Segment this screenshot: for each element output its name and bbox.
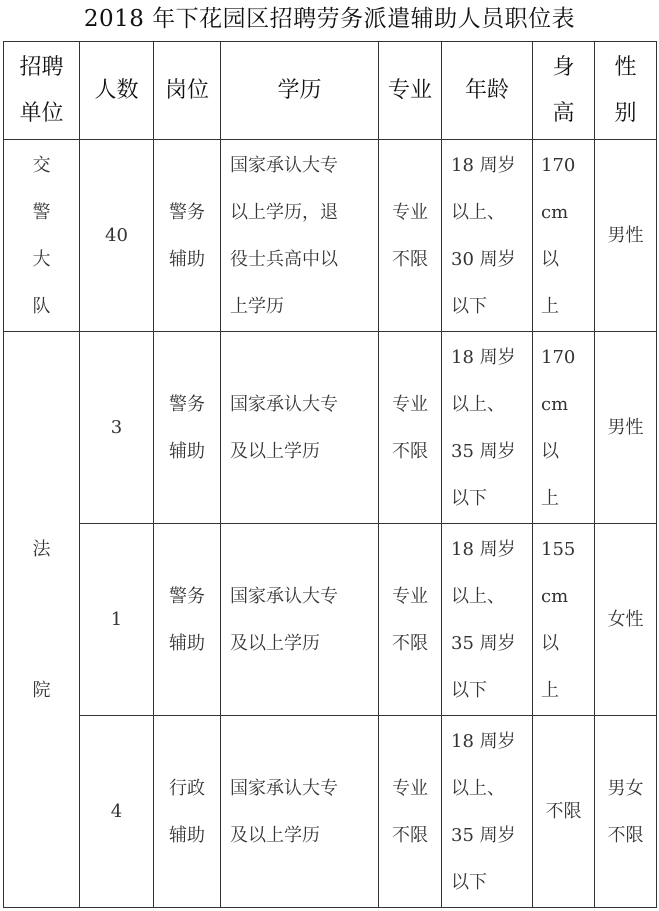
unit-cell xyxy=(4,140,80,332)
education-cell xyxy=(221,140,379,332)
education-line: 上学历 xyxy=(230,295,284,317)
unit-spacer xyxy=(4,573,79,667)
education-cell xyxy=(221,332,379,524)
header-age: 年龄 xyxy=(442,42,533,140)
height-cell xyxy=(533,332,595,524)
header-height-line: 身 xyxy=(552,54,575,80)
header-post: 岗位 xyxy=(154,42,221,140)
education-line: 役士兵高中以 xyxy=(230,248,338,270)
education-line: 国家承认大专 xyxy=(230,585,338,607)
age-line: 以下 xyxy=(451,871,487,893)
education-cell xyxy=(221,524,379,716)
post-cell xyxy=(154,332,221,524)
age-cell xyxy=(442,716,533,908)
age-line: 18 周岁 xyxy=(451,730,516,752)
age-line: 以上、 xyxy=(451,585,505,607)
age-line: 以上、 xyxy=(451,393,505,415)
education-line: 国家承认大专 xyxy=(230,393,338,415)
height-line: 155 xyxy=(541,538,576,560)
post-line: 辅助 xyxy=(169,248,205,270)
major-line: 专业 xyxy=(392,393,428,415)
sex-cell: 男性 xyxy=(595,332,657,524)
post-line: 辅助 xyxy=(169,632,205,654)
header-education: 学历 xyxy=(221,42,379,140)
major-cell xyxy=(379,332,442,524)
height-line: cm 以 xyxy=(541,585,569,654)
unit-char: 法 xyxy=(32,538,51,560)
post-line: 行政 xyxy=(169,777,205,799)
table-row xyxy=(4,140,657,332)
height-line: 170 xyxy=(541,154,576,176)
header-major: 专业 xyxy=(379,42,442,140)
count-cell: 3 xyxy=(80,332,154,524)
age-line: 30 周岁 xyxy=(451,248,516,270)
education-line: 及以上学历 xyxy=(230,632,320,654)
age-line: 18 周岁 xyxy=(451,346,516,368)
major-line: 不限 xyxy=(392,248,428,270)
sex-line: 不限 xyxy=(607,824,644,846)
header-unit-line: 招聘 xyxy=(19,54,64,80)
header-sex-line: 别 xyxy=(614,100,637,126)
height-line: 170 xyxy=(541,346,576,368)
education-line: 及以上学历 xyxy=(230,440,320,462)
header-sex-line: 性 xyxy=(614,54,637,80)
height-line: cm 以 xyxy=(541,393,569,462)
age-line: 35 周岁 xyxy=(451,440,516,462)
post-line: 警务 xyxy=(169,201,205,223)
major-cell xyxy=(379,140,442,332)
count-cell: 40 xyxy=(80,140,154,332)
post-line: 警务 xyxy=(169,585,205,607)
age-line: 18 周岁 xyxy=(451,538,516,560)
major-line: 不限 xyxy=(392,440,428,462)
major-line: 不限 xyxy=(392,632,428,654)
header-unit xyxy=(4,42,80,140)
age-cell xyxy=(442,524,533,716)
age-line: 以上、 xyxy=(451,201,505,223)
education-line: 以上学历，退 xyxy=(230,201,338,223)
table-row xyxy=(4,716,657,908)
sex-cell: 女性 xyxy=(595,524,657,716)
page-title: 2018 年下花园区招聘劳务派遣辅助人员职位表 xyxy=(83,6,576,32)
sex-cell xyxy=(595,716,657,908)
major-line: 专业 xyxy=(392,777,428,799)
sex-cell: 男性 xyxy=(595,140,657,332)
count-cell: 4 xyxy=(80,716,154,908)
post-cell xyxy=(154,716,221,908)
age-line: 以下 xyxy=(451,679,487,701)
height-cell: 不限 xyxy=(533,716,595,908)
height-line: 上 xyxy=(541,679,559,701)
age-line: 35 周岁 xyxy=(451,824,516,846)
height-line: cm 以 xyxy=(541,201,569,270)
unit-char: 院 xyxy=(32,679,51,701)
education-line: 国家承认大专 xyxy=(230,154,338,176)
header-count: 人数 xyxy=(80,42,154,140)
count-cell: 1 xyxy=(80,524,154,716)
age-cell xyxy=(442,332,533,524)
age-line: 以上、 xyxy=(451,777,505,799)
major-cell xyxy=(379,716,442,908)
post-cell xyxy=(154,524,221,716)
sex-line: 男女 xyxy=(607,777,644,799)
age-cell xyxy=(442,140,533,332)
table-row xyxy=(4,524,657,716)
post-line: 辅助 xyxy=(169,824,205,846)
education-cell xyxy=(221,716,379,908)
major-cell xyxy=(379,524,442,716)
height-line: 上 xyxy=(541,295,559,317)
age-line: 18 周岁 xyxy=(451,154,516,176)
job-table xyxy=(3,41,657,908)
unit-cell xyxy=(4,332,80,908)
table-row xyxy=(4,332,657,524)
education-line: 及以上学历 xyxy=(230,824,320,846)
major-line: 专业 xyxy=(392,585,428,607)
education-line: 国家承认大专 xyxy=(230,777,338,799)
height-cell xyxy=(533,140,595,332)
height-line: 上 xyxy=(541,487,559,509)
unit-char: 交 xyxy=(32,154,51,176)
unit-char: 大 xyxy=(32,248,51,270)
major-line: 专业 xyxy=(392,201,428,223)
age-line: 以下 xyxy=(451,487,487,509)
header-sex xyxy=(595,42,657,140)
post-line: 辅助 xyxy=(169,440,205,462)
unit-char: 警 xyxy=(32,201,51,223)
header-unit-line: 单位 xyxy=(19,100,64,126)
height-cell xyxy=(533,524,595,716)
unit-char: 队 xyxy=(32,295,51,317)
post-cell xyxy=(154,140,221,332)
major-line: 不限 xyxy=(392,824,428,846)
header-height xyxy=(533,42,595,140)
age-line: 35 周岁 xyxy=(451,632,516,654)
post-line: 警务 xyxy=(169,393,205,415)
header-row xyxy=(4,42,657,140)
header-height-line: 高 xyxy=(552,100,575,126)
age-line: 以下 xyxy=(451,295,487,317)
